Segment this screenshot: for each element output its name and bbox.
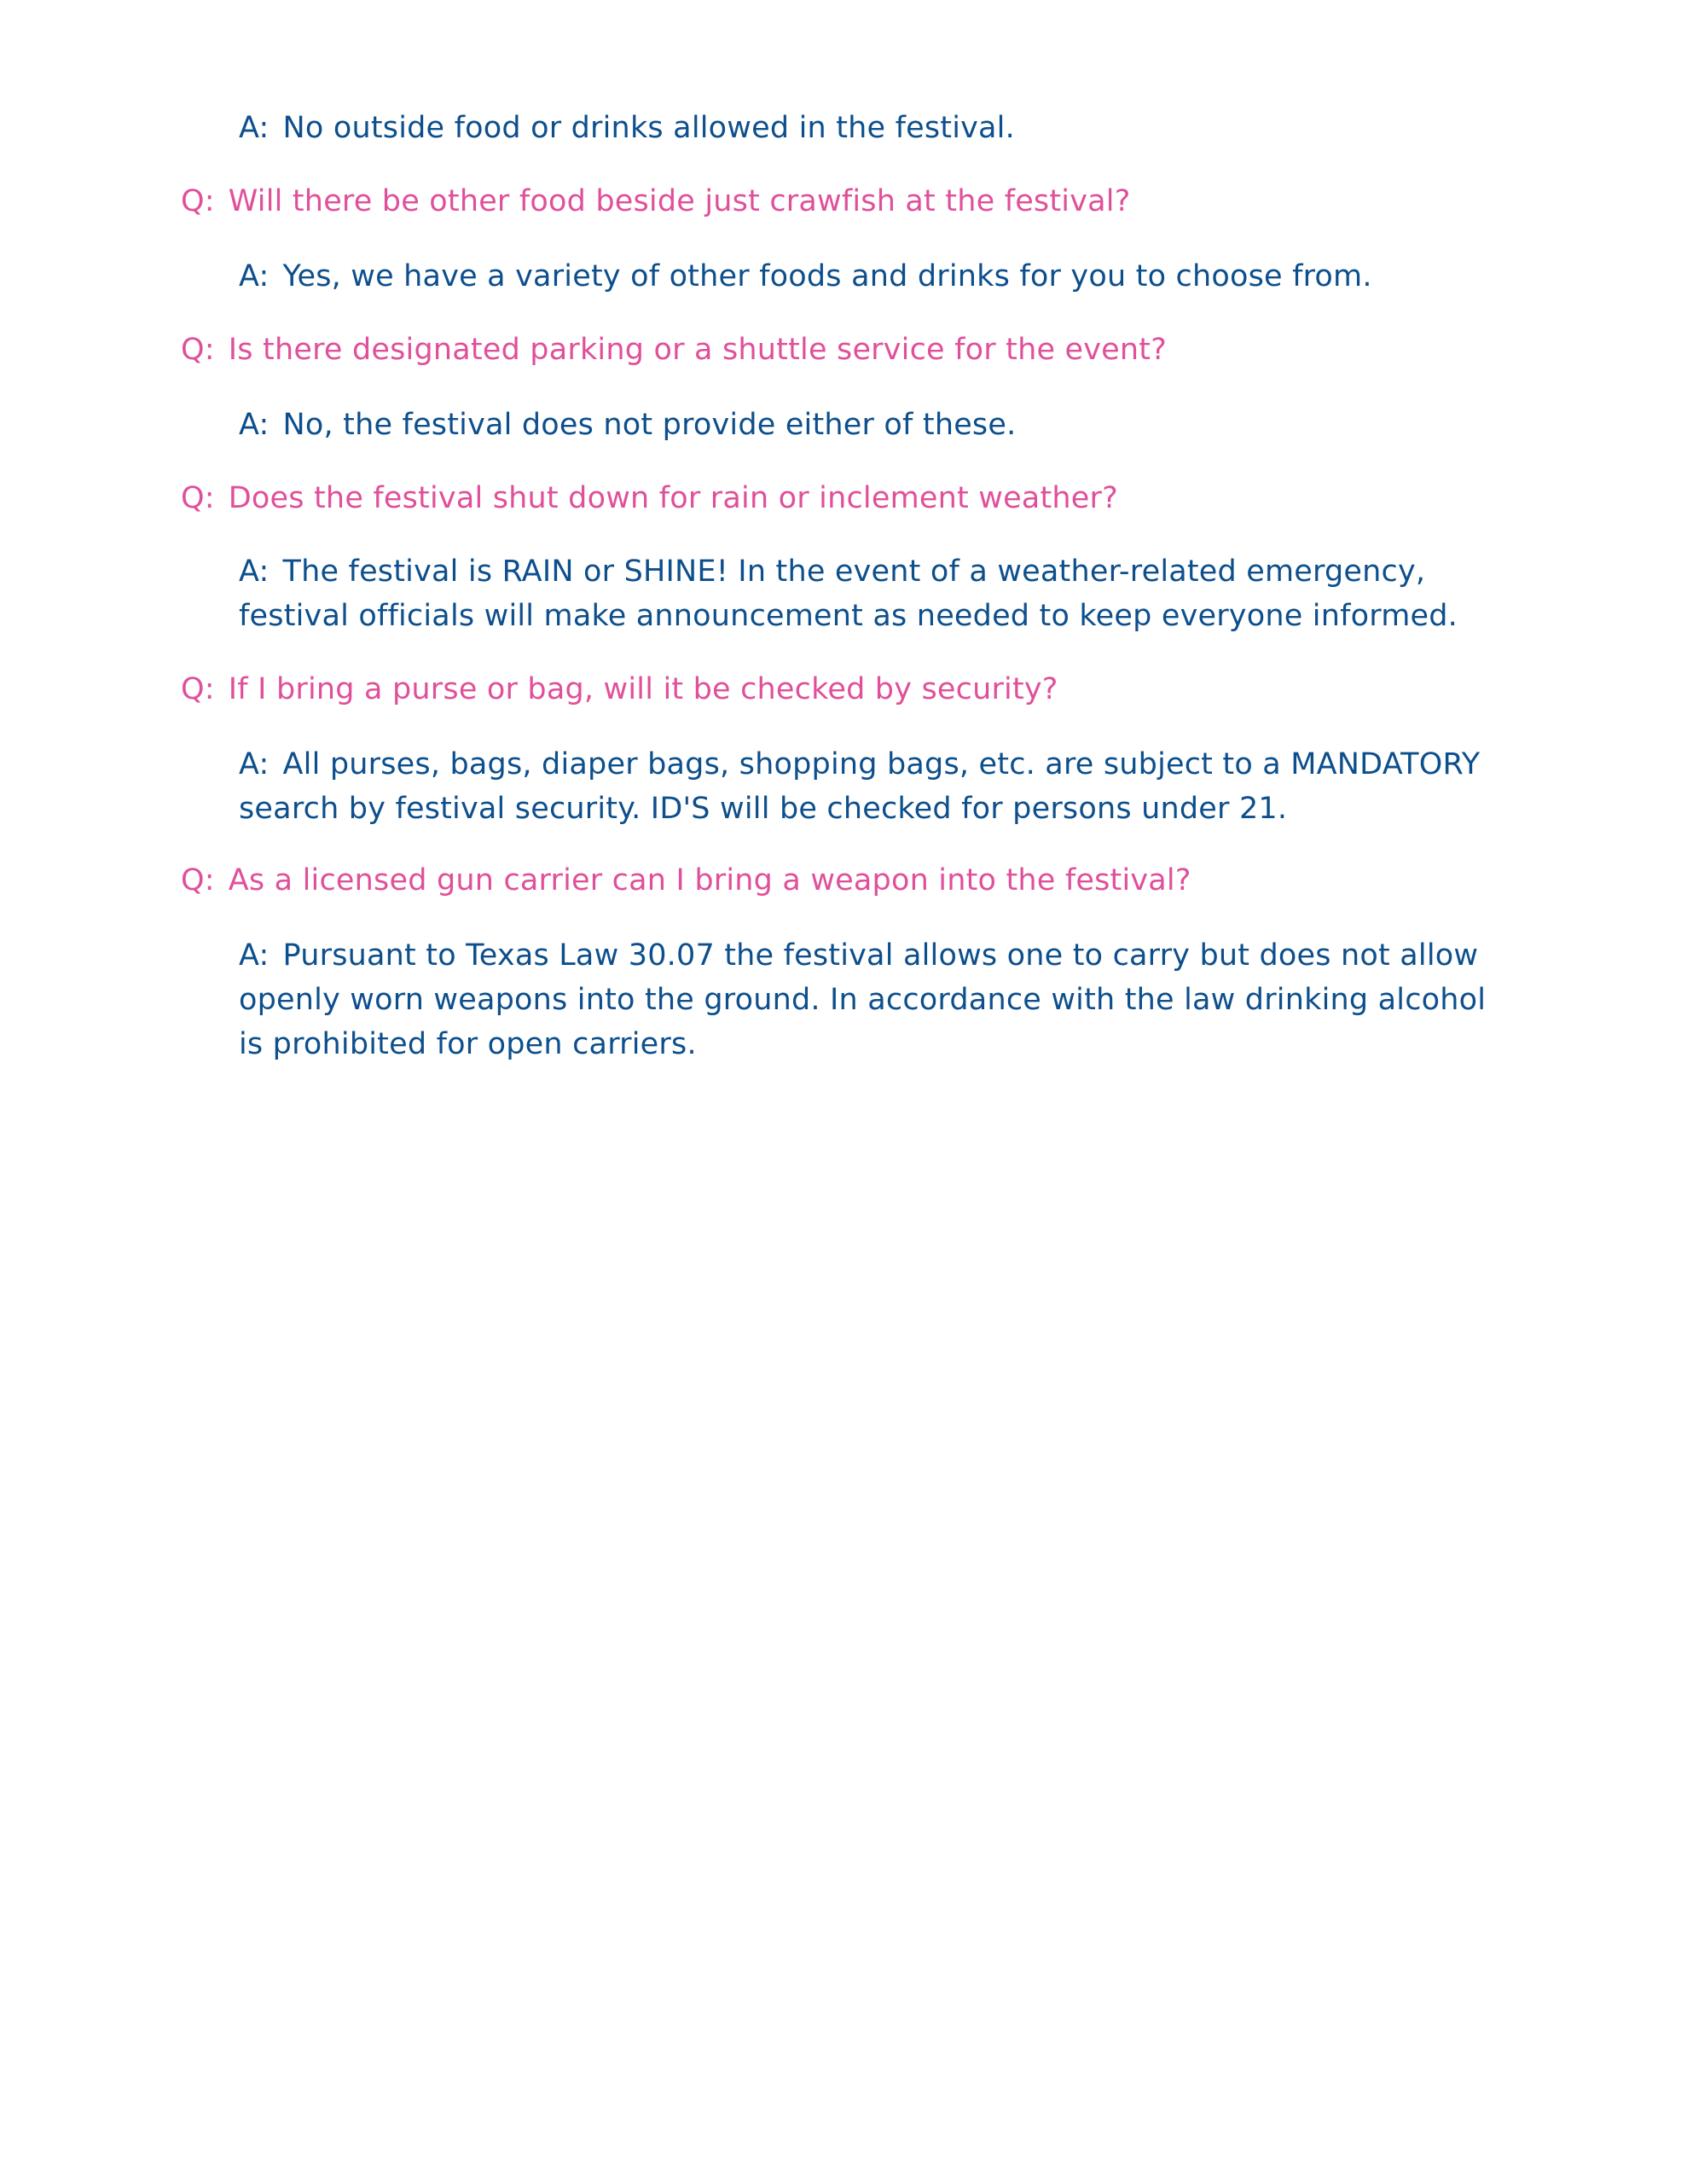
faq-question [181,667,1058,712]
faq-question [181,328,1167,372]
answer-text: No outside food or drinks allowed in the festival. [282,111,1015,145]
faq-answer [239,254,1372,299]
faq-question [181,476,1118,520]
question-prefix: Q: [181,481,215,515]
answer-prefix: A: [239,111,270,145]
answer-prefix: A: [239,938,270,973]
question-text: Will there be other food beside just crawfish at the festival? [228,184,1131,218]
faq-answer [239,403,1016,447]
faq-answer [239,106,1015,150]
question-prefix: Q: [181,333,215,367]
question-text: As a licensed gun carrier can I bring a weapon into the festival? [228,863,1191,897]
faq-answer [239,549,1501,638]
answer-text: The festival is RAIN or SHINE! In the event of a weather-related emergency, festival officials will make announcement as needed to keep everyone informed. [239,555,1458,633]
answer-text: No, the festival does not provide either of these. [282,408,1017,442]
answer-prefix: A: [239,259,270,293]
question-text: If I bring a purse or bag, will it be checked by security? [228,672,1058,706]
answer-prefix: A: [239,408,270,442]
faq-answer [239,742,1501,831]
faq-question [181,179,1130,224]
question-prefix: Q: [181,863,215,897]
question-prefix: Q: [181,672,215,706]
question-text: Is there designated parking or a shuttle service for the event? [228,333,1167,367]
faq-answer [239,933,1501,1066]
answer-text: All purses, bags, diaper bags, shopping bags, etc. are subject to a MANDATORY search by festival security. ID'S will be checked for persons under 21. [239,747,1481,826]
answer-prefix: A: [239,747,270,781]
question-text: Does the festival shut down for rain or inclement weather? [228,481,1118,515]
question-prefix: Q: [181,184,215,218]
answer-prefix: A: [239,555,270,589]
faq-question [181,858,1191,903]
answer-text: Yes, we have a variety of other foods and drinks for you to choose from. [282,259,1372,293]
answer-text: Pursuant to Texas Law 30.07 the festival allows one to carry but does not allow openly worn weapons into the ground. In accordance with the law drinking alcohol is prohibited for open carriers. [239,938,1487,1061]
